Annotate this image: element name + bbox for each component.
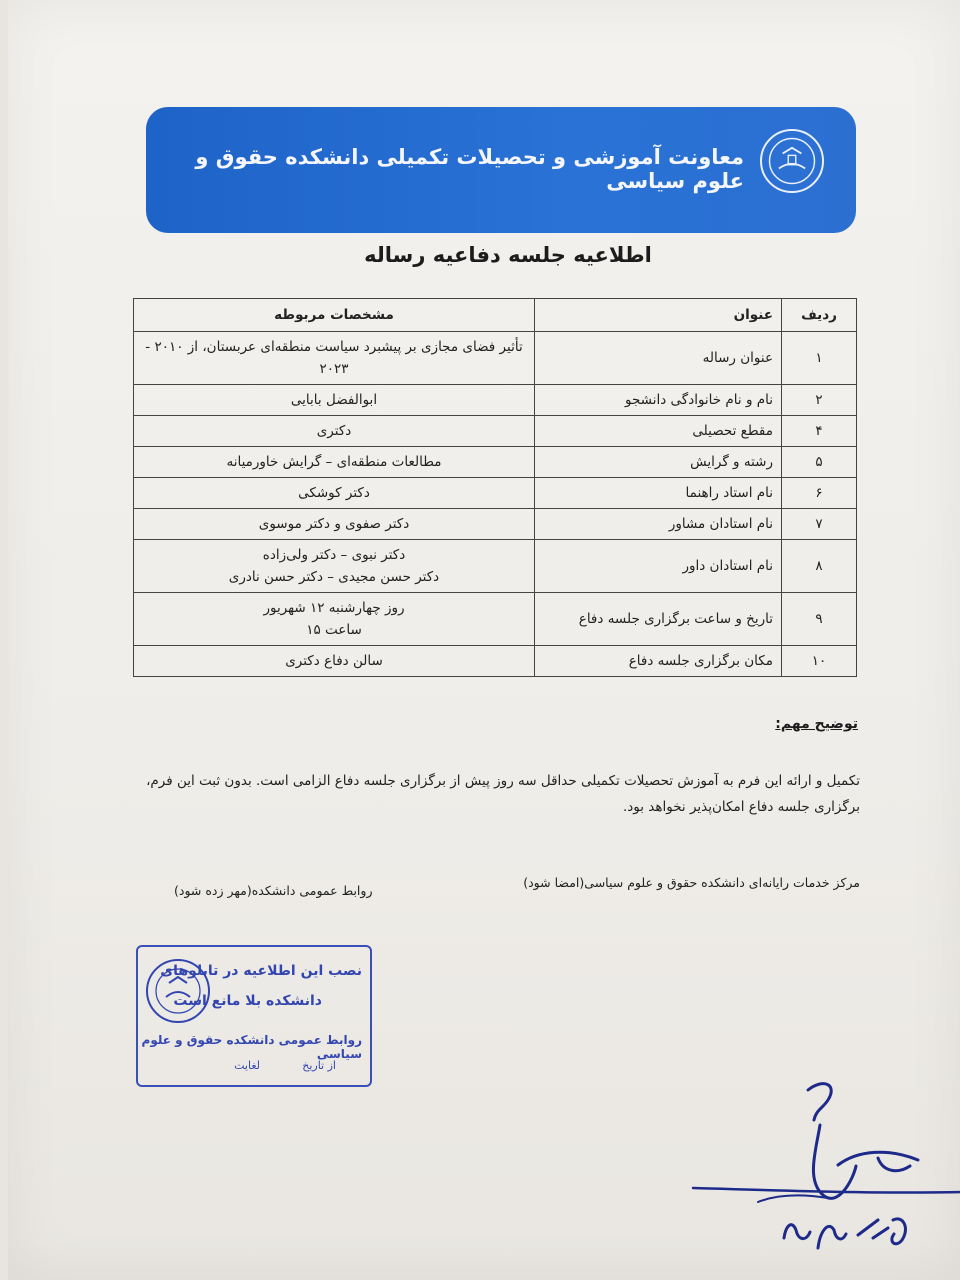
table-row [134, 509, 857, 540]
row-spec: دکتر صفوی و دکتر موسوی [134, 509, 535, 540]
stamp-line-2: دانشکده بلا مانع است [173, 993, 322, 1009]
row-number: ۲ [782, 385, 857, 416]
row-title: مکان برگزاری جلسه دفاع [535, 646, 782, 677]
row-spec: ابوالفضل بابایی [134, 385, 535, 416]
table-header-row [134, 299, 857, 332]
table-row [134, 385, 857, 416]
table-row [134, 593, 857, 646]
row-title: عنوان رساله [535, 332, 782, 385]
table-row [134, 416, 857, 447]
row-spec-line: روز چهارشنبه ۱۲ شهریور [263, 600, 405, 616]
row-number: ۵ [782, 447, 857, 478]
row-spec [134, 593, 535, 646]
university-logo-icon [760, 129, 824, 193]
row-title: تاریخ و ساعت برگزاری جلسه دفاع [535, 593, 782, 646]
note-heading: توضیح مهم: [775, 716, 858, 732]
stamp-from-date-label: از تاریخ [302, 1059, 336, 1072]
row-number: ۱۰ [782, 646, 857, 677]
table-row [134, 447, 857, 478]
row-title: نام استادان مشاور [535, 509, 782, 540]
row-number: ۴ [782, 416, 857, 447]
row-title: نام استادان داور [535, 540, 782, 593]
row-spec-line: دکتر نبوی – دکتر ولی‌زاده [262, 547, 406, 563]
row-spec-line: دکتر حسن مجیدی – دکتر حسن نادری [228, 569, 440, 585]
row-number: ۱ [782, 332, 857, 385]
row-spec: دکتری [134, 416, 535, 447]
row-spec-line: ساعت ۱۵ [306, 622, 362, 638]
header-row-number: ردیف [782, 299, 857, 332]
defense-info-table [133, 298, 857, 677]
row-spec: تأثیر فضای مجازی بر پیشبرد سیاست منطقه‌ای عربستان، از ۲۰۱۰ - ۲۰۲۳ [134, 332, 535, 385]
row-title: نام و نام خانوادگی دانشجو [535, 385, 782, 416]
row-spec [134, 540, 535, 593]
page-title: اطلاعیه جلسه دفاعیه رساله [364, 243, 652, 267]
row-number: ۹ [782, 593, 857, 646]
table-row [134, 332, 857, 385]
row-spec: سالن دفاع دکتری [134, 646, 535, 677]
header-spec: مشخصات مربوطه [134, 299, 535, 332]
table-row [134, 478, 857, 509]
row-spec: دکتر کوشکی [134, 478, 535, 509]
header-banner [146, 107, 856, 233]
row-title: رشته و گرایش [535, 447, 782, 478]
stamp-line-3: روابط عمومی دانشکده حقوق و علوم سیاسی [141, 1033, 362, 1061]
header-title: عنوان [535, 299, 782, 332]
it-center-signature-label: مرکز خدمات رایانه‌ای دانشکده حقوق و علوم سیاسی(امضا شود) [523, 875, 860, 890]
table-row [134, 646, 857, 677]
row-number: ۸ [782, 540, 857, 593]
row-title: مقطع تحصیلی [535, 416, 782, 447]
table-row [134, 540, 857, 593]
row-spec: مطالعات منطقه‌ای – گرایش خاورمیانه [134, 447, 535, 478]
row-number: ۶ [782, 478, 857, 509]
row-title: نام استاد راهنما [535, 478, 782, 509]
document-page [8, 0, 960, 1280]
banner-title: معاونت آموزشی و تحصیلات تکمیلی دانشکده حقوق و علوم سیاسی [195, 145, 744, 193]
stamp-to-date-label: لغایت [234, 1059, 260, 1072]
handwritten-signature-and-date [688, 1070, 960, 1270]
public-relations-stamp-label: روابط عمومی دانشکده(مهر زده شود) [174, 883, 373, 898]
stamp-line-1: نصب این اطلاعیه در تابلوهای [160, 963, 362, 979]
row-number: ۷ [782, 509, 857, 540]
note-body: تکمیل و ارائه این فرم به آموزش تحصیلات تکمیلی حداقل سه روز پیش از برگزاری جلسه دفاع الزامی است. بدون ثبت این فرم، برگزاری جلسه دفاع امکان‌پذیر نخواهد بود. [146, 773, 860, 815]
approval-stamp [136, 945, 372, 1087]
